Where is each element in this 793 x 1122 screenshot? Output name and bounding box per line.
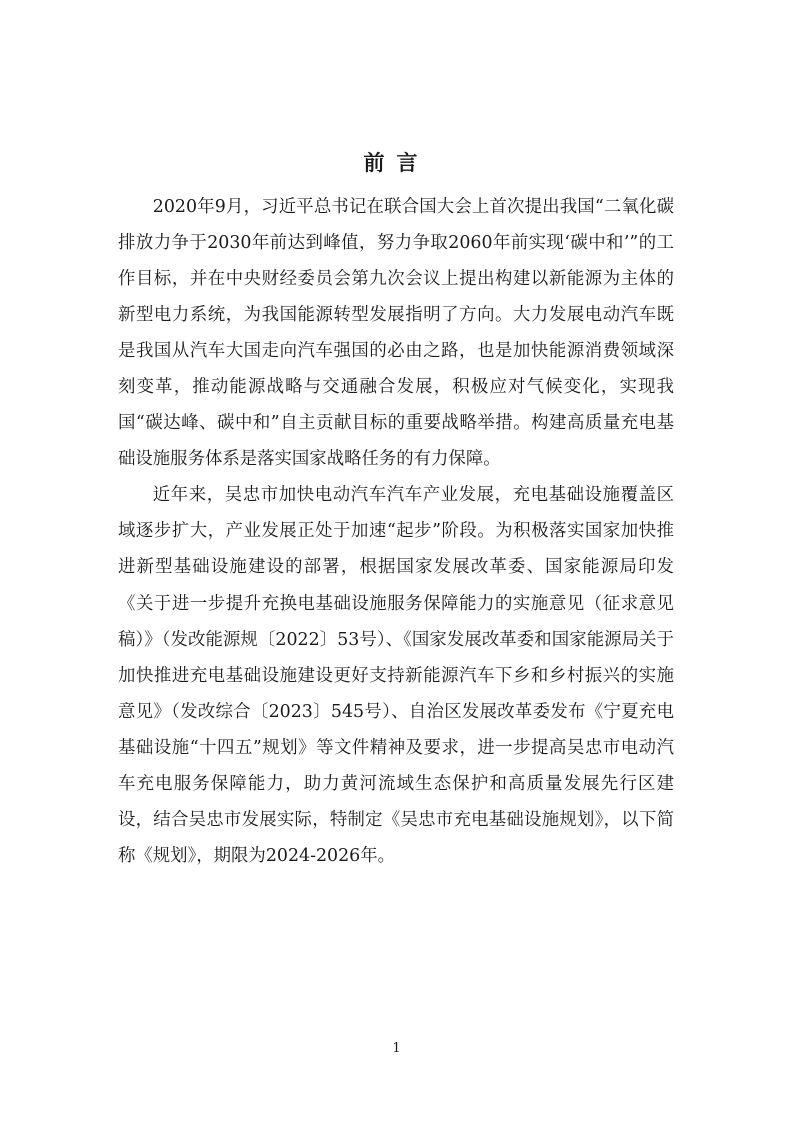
page-title: 前言 bbox=[363, 150, 430, 175]
document-body bbox=[118, 189, 674, 874]
paragraph-wuzhong-plan: 近年来，吴忠市加快电动汽车汽车产业发展，充电基础设施覆盖区域逐步扩大，产业发展正处于加速“起步”阶段。为积极落实国家加快推进新型基础设施建设的部署，根据国家发展改革委、国家能源局印发《关于进一步提升充换电基础设施服务保障能力的实施意见（征求意见稿）》（发改能源规〔2022〕53号）、《国家发展改革委和国家能源局关于加快推进充电基础设施建设更好支持新能源汽车下乡和乡村振兴的实施意见》（发改综合〔2023〕545号）、自治区发展改革委发布《宁夏充电基础设施“十四五”规划》等文件精神及要求，进一步提高吴忠市电动汽车充电服务保障能力，助力黄河流域生态保护和高质量发展先行区建设，结合吴忠市发展实际，特制定《吴忠市充电基础设施规划》，以下简称《规划》，期限为2024-2026年。 bbox=[118, 485, 674, 866]
paragraph-carbon-goals: 2020年9月，习近平总书记在联合国大会上首次提出我国“二氧化碳排放力争于2030年前达到峰值，努力争取2060年前实现‘碳中和’”的工作目标，并在中央财经委员会第九次会议上提出构建以新能源为主体的新型电力系统，为我国能源转型发展指明了方向。大力发展电动汽车既是我国从汽车大国走向汽车强国的必由之路，也是加快能源消费领域深刻变革，推动能源战略与交通融合发展，积极应对气候变化，实现我国“碳达峰、碳中和”自主贡献目标的重要战略举措。构建高质量充电基础设施服务体系是落实国家战略任务的有力保障。 bbox=[118, 197, 674, 470]
page-number: 1 bbox=[392, 1041, 401, 1056]
